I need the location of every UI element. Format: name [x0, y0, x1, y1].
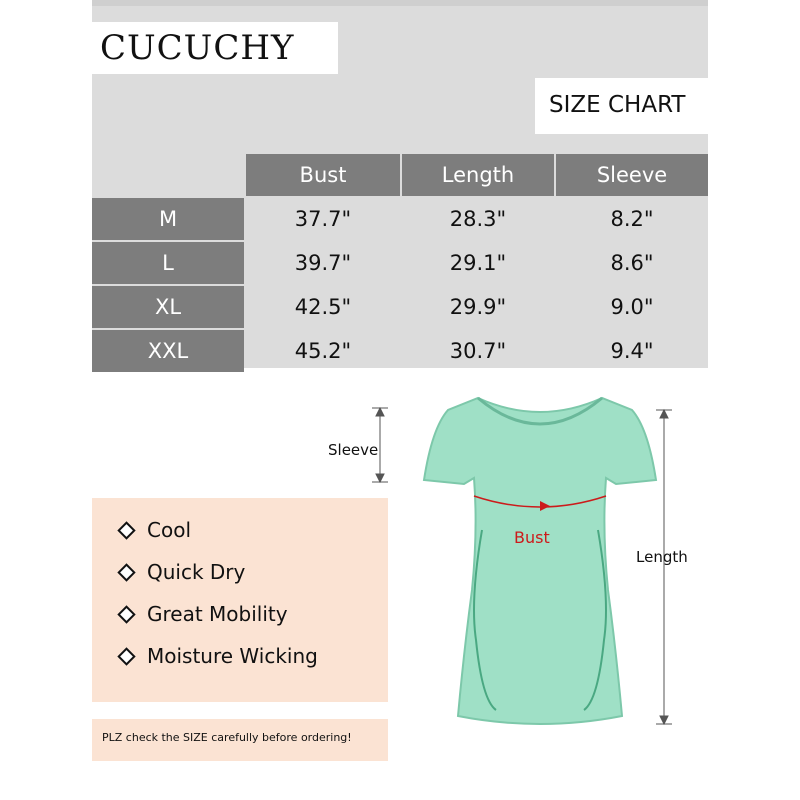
table-cell-length: 30.7" — [449, 339, 507, 363]
feature-label: Moisture Wicking — [147, 644, 318, 668]
column-header-length: Length — [402, 154, 554, 196]
title-box — [535, 78, 708, 134]
note-box — [92, 719, 388, 761]
table-cell-length: 29.1" — [449, 251, 507, 275]
column-header-sleeve: Sleeve — [556, 154, 708, 196]
table-cell-bust: 45.2" — [294, 339, 352, 363]
shirt-icon — [424, 398, 656, 724]
row-header-size: XXL — [92, 330, 244, 372]
diamond-bullet-icon — [117, 563, 135, 581]
table-cell-length: 29.9" — [449, 295, 507, 319]
table-cell-sleeve: 9.4" — [610, 339, 654, 363]
diamond-bullet-icon — [117, 521, 135, 539]
sleeve-label: Sleeve — [328, 441, 379, 459]
feature-item — [120, 602, 288, 626]
feature-item — [120, 560, 245, 584]
bust-label: Bust — [514, 528, 550, 547]
feature-label: Great Mobility — [147, 602, 288, 626]
diamond-bullet-icon — [117, 605, 135, 623]
row-header-size: XL — [92, 286, 244, 328]
table-cell-bust: 39.7" — [294, 251, 352, 275]
table-cell-sleeve: 9.0" — [610, 295, 654, 319]
diamond-bullet-icon — [117, 647, 135, 665]
feature-label: Quick Dry — [147, 560, 246, 584]
table-cell-sleeve: 8.2" — [610, 207, 654, 231]
table-cell-bust: 37.7" — [294, 207, 352, 231]
table-cell-sleeve: 8.6" — [610, 251, 654, 275]
brand-box — [92, 22, 338, 74]
feature-label: Cool — [147, 518, 191, 542]
table-cell-bust: 42.5" — [294, 295, 352, 319]
table-cell-length: 28.3" — [449, 207, 507, 231]
column-header-bust: Bust — [246, 154, 400, 196]
brand-name: CUCUCHY — [100, 28, 295, 68]
feature-item — [120, 644, 318, 668]
size-chart-title: SIZE CHART — [549, 92, 686, 118]
top-strip — [92, 0, 708, 6]
length-label: Length — [636, 548, 688, 566]
features-box — [92, 498, 388, 702]
feature-item — [120, 518, 191, 542]
length-measure-line — [656, 410, 672, 724]
size-check-note: PLZ check the SIZE carefully before ordering! — [102, 731, 352, 744]
row-header-size: M — [92, 198, 244, 240]
row-header-size: L — [92, 242, 244, 284]
